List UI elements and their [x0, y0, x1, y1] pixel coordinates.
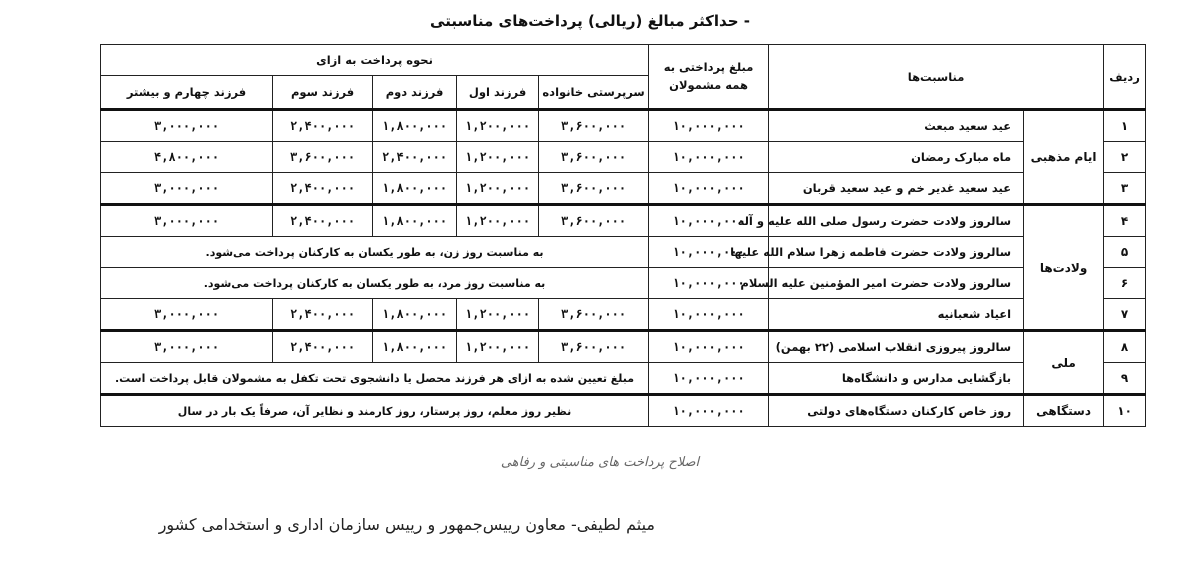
table-row	[101, 268, 1146, 299]
image-caption: اصلاح پرداخت های مناسبتی و رفاهی	[500, 455, 700, 470]
amount-child-4plus: ۳,۰۰۰,۰۰۰	[101, 299, 273, 331]
amount-child-2: ۱,۸۰۰,۰۰۰	[373, 205, 457, 237]
amount-child-4plus: ۴,۸۰۰,۰۰۰	[101, 142, 273, 173]
header-child-4plus: فرزند چهارم و بیشتر	[101, 76, 273, 110]
amount-all: ۱۰,۰۰۰,۰۰۰	[649, 268, 769, 299]
row-number: ۳	[1104, 173, 1146, 205]
amount-family: ۳,۶۰۰,۰۰۰	[539, 205, 649, 237]
amount-child-4plus: ۳,۰۰۰,۰۰۰	[101, 331, 273, 363]
amount-child-4plus: ۳,۰۰۰,۰۰۰	[101, 110, 273, 142]
amount-child-3: ۳,۶۰۰,۰۰۰	[273, 142, 373, 173]
amount-child-4plus: ۳,۰۰۰,۰۰۰	[101, 173, 273, 205]
table-row	[101, 205, 1146, 237]
table-row	[101, 299, 1146, 331]
group-births: ولادت‌ها	[1024, 205, 1104, 331]
amount-family: ۳,۶۰۰,۰۰۰	[539, 142, 649, 173]
amount-child-1: ۱,۲۰۰,۰۰۰	[457, 299, 539, 331]
row-number: ۹	[1104, 363, 1146, 395]
table-row	[101, 395, 1146, 427]
header-amount-all: مبلغ پرداختی به همه مشمولان	[649, 45, 769, 110]
row-number: ۶	[1104, 268, 1146, 299]
row-note: به مناسبت روز زن، به طور یکسان به کارکنان پرداخت می‌شود.	[101, 237, 649, 268]
amount-family: ۳,۶۰۰,۰۰۰	[539, 331, 649, 363]
header-child-3: فرزند سوم	[273, 76, 373, 110]
amount-child-2: ۱,۸۰۰,۰۰۰	[373, 331, 457, 363]
occasion-name: روز خاص کارکنان دستگاه‌های دولتی	[769, 395, 1024, 427]
row-number: ۱	[1104, 110, 1146, 142]
amount-child-4plus: ۳,۰۰۰,۰۰۰	[101, 205, 273, 237]
occasion-name: سالروز ولادت حضرت امیر المؤمنین علیه السلام	[769, 268, 1024, 299]
occasion-name: سالروز ولادت حضرت فاطمه زهرا سلام الله علیها	[769, 237, 1024, 268]
amount-child-2: ۱,۸۰۰,۰۰۰	[373, 110, 457, 142]
amount-all: ۱۰,۰۰۰,۰۰۰	[649, 110, 769, 142]
amount-child-2: ۱,۸۰۰,۰۰۰	[373, 299, 457, 331]
amount-child-1: ۱,۲۰۰,۰۰۰	[457, 110, 539, 142]
amount-child-3: ۲,۴۰۰,۰۰۰	[273, 173, 373, 205]
group-agency: دستگاهی	[1024, 395, 1104, 427]
row-number: ۷	[1104, 299, 1146, 331]
occasion-name: بازگشایی مدارس و دانشگاه‌ها	[769, 363, 1024, 395]
amount-family: ۳,۶۰۰,۰۰۰	[539, 299, 649, 331]
occasion-name: عید سعید غدیر خم و عید سعید قربان	[769, 173, 1024, 205]
header-occasions: مناسبت‌ها	[769, 45, 1104, 110]
amount-all: ۱۰,۰۰۰,۰۰۰	[649, 299, 769, 331]
header-child-2: فرزند دوم	[373, 76, 457, 110]
amount-child-1: ۱,۲۰۰,۰۰۰	[457, 331, 539, 363]
table-row	[101, 142, 1146, 173]
amount-family: ۳,۶۰۰,۰۰۰	[539, 173, 649, 205]
amount-child-1: ۱,۲۰۰,۰۰۰	[457, 173, 539, 205]
row-number: ۸	[1104, 331, 1146, 363]
amount-all: ۱۰,۰۰۰,۰۰۰	[649, 331, 769, 363]
amount-all: ۱۰,۰۰۰,۰۰۰	[649, 395, 769, 427]
amount-all: ۱۰,۰۰۰,۰۰۰	[649, 142, 769, 173]
header-payment-group: نحوه پرداخت به ازای	[101, 45, 649, 76]
table-row	[101, 110, 1146, 142]
payments-table	[100, 44, 1146, 427]
amount-child-2: ۱,۸۰۰,۰۰۰	[373, 173, 457, 205]
row-number: ۴	[1104, 205, 1146, 237]
row-number: ۱۰	[1104, 395, 1146, 427]
amount-child-1: ۱,۲۰۰,۰۰۰	[457, 142, 539, 173]
amount-child-3: ۲,۴۰۰,۰۰۰	[273, 299, 373, 331]
amount-child-2: ۲,۴۰۰,۰۰۰	[373, 142, 457, 173]
amount-all: ۱۰,۰۰۰,۰۰۰	[649, 363, 769, 395]
amount-family: ۳,۶۰۰,۰۰۰	[539, 110, 649, 142]
amount-child-3: ۲,۴۰۰,۰۰۰	[273, 205, 373, 237]
amount-all: ۱۰,۰۰۰,۰۰۰	[649, 173, 769, 205]
occasion-name: ماه مبارک رمضان	[769, 142, 1024, 173]
amount-child-3: ۲,۴۰۰,۰۰۰	[273, 331, 373, 363]
row-note: مبلغ تعیین شده به ازای هر فرزند محصل یا دانشجوی تحت تکفل به مشمولان قابل پرداخت است.	[101, 363, 649, 395]
occasion-name: اعیاد شعبانیه	[769, 299, 1024, 331]
table-row	[101, 363, 1146, 395]
amount-all: ۱۰,۰۰۰,۰۰۰	[649, 237, 769, 268]
occasion-name: سالروز ولادت حضرت رسول صلی الله علیه و آله	[769, 205, 1024, 237]
row-number: ۲	[1104, 142, 1146, 173]
group-national: ملی	[1024, 331, 1104, 395]
occasion-name: سالروز پیروزی انقلاب اسلامی (۲۲ بهمن)	[769, 331, 1024, 363]
row-note: به مناسبت روز مرد، به طور یکسان به کارکنان پرداخت می‌شود.	[101, 268, 649, 299]
table-row	[101, 237, 1146, 268]
occasion-name: عید سعید مبعث	[769, 110, 1024, 142]
amount-all: ۱۰,۰۰۰,۰۰۰	[649, 205, 769, 237]
header-family: سرپرستی خانواده	[539, 76, 649, 110]
header-child-1: فرزند اول	[457, 76, 539, 110]
table-row	[101, 173, 1146, 205]
table-title: - حداکثر مبالغ (ریالی) پرداخت‌های مناسبتی	[430, 12, 750, 30]
header-row-no: ردیف	[1104, 45, 1146, 110]
table-row	[101, 331, 1146, 363]
group-religious: ایام مذهبی	[1024, 110, 1104, 205]
author-line: میثم لطیفی- معاون رییس‌جمهور و رییس سازمان اداری و استخدامی کشور	[158, 515, 655, 534]
amount-child-3: ۲,۴۰۰,۰۰۰	[273, 110, 373, 142]
row-number: ۵	[1104, 237, 1146, 268]
row-note: نظیر روز معلم، روز پرستار، روز کارمند و نظایر آن، صرفاً یک بار در سال	[101, 395, 649, 427]
amount-child-1: ۱,۲۰۰,۰۰۰	[457, 205, 539, 237]
